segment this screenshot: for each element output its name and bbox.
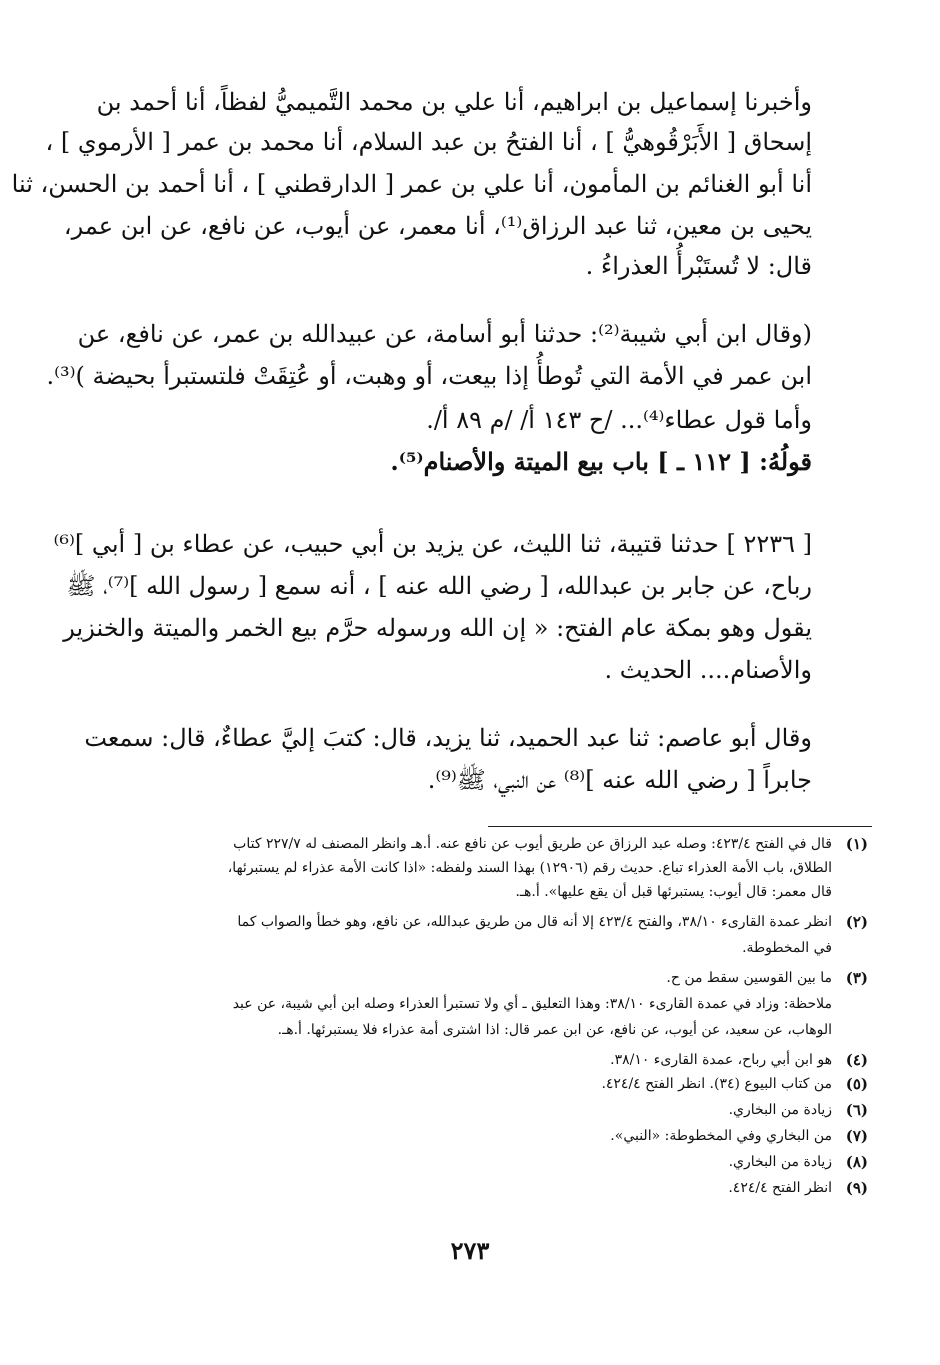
footnote-number: (٨) (845, 1153, 868, 1171)
text-line: يقول وهو بمكة عام الفتح: « إن الله ورسوله حرَّم بيع الخمر والميتة والخنزير (63, 614, 812, 642)
text-line: جابراً [ رضي الله عنه ]⁽⁸⁾ عن النبي، ﷺ⁽⁹⁾. (427, 766, 812, 794)
footnote-number: (١) (845, 835, 868, 853)
footnote-line: في المخطوطة. (742, 940, 832, 956)
footnote-line: من كتاب البيوع (٣٤). انظر الفتح ٤٢٤/٤. (601, 1076, 832, 1092)
text-line: (وقال ابن أبي شيبة⁽²⁾: حدثنا أبو أسامة، عن عبيدالله بن عمر، عن نافع، عن (77, 320, 812, 348)
footnote-number: (٦) (845, 1101, 868, 1119)
text-line: والأصنام.... الحديث . (604, 656, 812, 684)
text-line: وأما قول عطاء⁽⁴⁾... /ح ١٤٣ أ/ /م ٨٩ أ/. (426, 406, 812, 434)
text-line: رباح، عن جابر بن عبدالله، [ رضي الله عنه ] ، أنه سمع [ رسول الله ]⁽⁷⁾، ﷺ (66, 572, 812, 600)
footnote-line: قال في الفتح ٤٢٣/٤: وصله عبد الرزاق عن طريق أيوب عن نافع عنه. أ.هـ وانظر المصنف له ٢٢٧/٧ كتاب (233, 836, 832, 852)
footnote-number: (٤) (845, 1051, 868, 1069)
footnote-line: انظر عمدة القارىء ٣٨/١٠، والفتح ٤٢٣/٤ إلا أنه قال من طريق عبدالله، عن نافع، وهو خطأ والصواب كما (237, 914, 832, 930)
text-line: أنا أبو الغنائم بن المأمون، أنا علي بن عمر [ الدارقطني ] ، أنا أحمد بن الحسن، ثنا (11, 170, 812, 198)
footnote-line: الطلاق، باب الأمة العذراء تباع. حديث رقم (١٢٩٠٦) بهذا السند ولفظه: «اذا كانت الأمة عذراء لم يستبرئها، (227, 860, 832, 876)
footnote-number: (٣) (845, 969, 868, 987)
text-line: وقال أبو عاصم: ثنا عبد الحميد، ثنا يزيد، قال: كتبَ إليَّ عطاءٌ، قال: سمعت (84, 724, 812, 752)
text-line: قولُهُ: [ ١١٢ ـ ] باب بيع الميتة والأصنام⁽⁵⁾. (390, 447, 812, 476)
footnote-line: قال معمر: قال أيوب: يستبرئها قبل أن يقع عليها». أ.هـ. (515, 884, 832, 900)
text-line: [ ٢٢٣٦ ] حدثنا قتيبة، ثنا الليث، عن يزيد بن أبي حبيب، عن عطاء بن [ أبي ]⁽⁶⁾ (53, 530, 812, 558)
footnote-line: انظر الفتح ٤٢٤/٤. (728, 1180, 832, 1196)
footnote-line: زيادة من البخاري. (728, 1102, 832, 1118)
footnote-line: زيادة من البخاري. (728, 1154, 832, 1170)
footnote-number: (٧) (845, 1127, 868, 1145)
footnote-line: الوهاب، عن سعيد، عن أيوب، عن نافع، عن ابن عمر قال: اذا اشترى أمة عذراء فلا يستبرئها. أ.هـ. (277, 1022, 832, 1038)
footnote-line: ما بين القوسين سقط من ح. (666, 970, 832, 986)
footnote-number: (٢) (845, 913, 868, 931)
footnote-number: (٥) (845, 1075, 868, 1093)
text-line: إسحاق [ الأَبَرْقُوهيُّ ] ، أنا الفتحُ بن عبد السلام، أنا محمد بن عمر [ الأرموي ] ، (45, 128, 812, 156)
footnote-number: (٩) (845, 1179, 868, 1197)
page-number: ٢٧٣ (450, 1236, 490, 1265)
text-line: يحيى بن معين، ثنا عبد الرزاق⁽¹⁾، أنا معمر، عن أيوب، عن نافع، عن ابن عمر، (63, 212, 812, 240)
text-line: ابن عمر في الأمة التي تُوطأُ إذا بيعت، أو وهبت، أو عُتِقَتْ فلتستبرأ بحيضة )⁽³⁾. (46, 362, 812, 390)
text-line: وأخبرنا إسماعيل بن ابراهيم، أنا علي بن محمد التَّميميُّ لفظاً، أنا أحمد بن (96, 88, 812, 116)
footnote-line: ملاحظة: وزاد في عمدة القارىء ٣٨/١٠: وهذا التعليق ـ أي ولا تستبرأ العذراء وصله ابن أبي شيبة، عن عبد (232, 996, 832, 1012)
footnote-divider (488, 826, 872, 827)
footnote-line: هو ابن أبي رباح، عمدة القارىء ٣٨/١٠. (610, 1052, 832, 1068)
footnote-line: من البخاري وفي المخطوطة: «النبي». (610, 1128, 832, 1144)
text-line: قال: لا تُستَبْرأُ العذراءُ . (585, 252, 812, 280)
